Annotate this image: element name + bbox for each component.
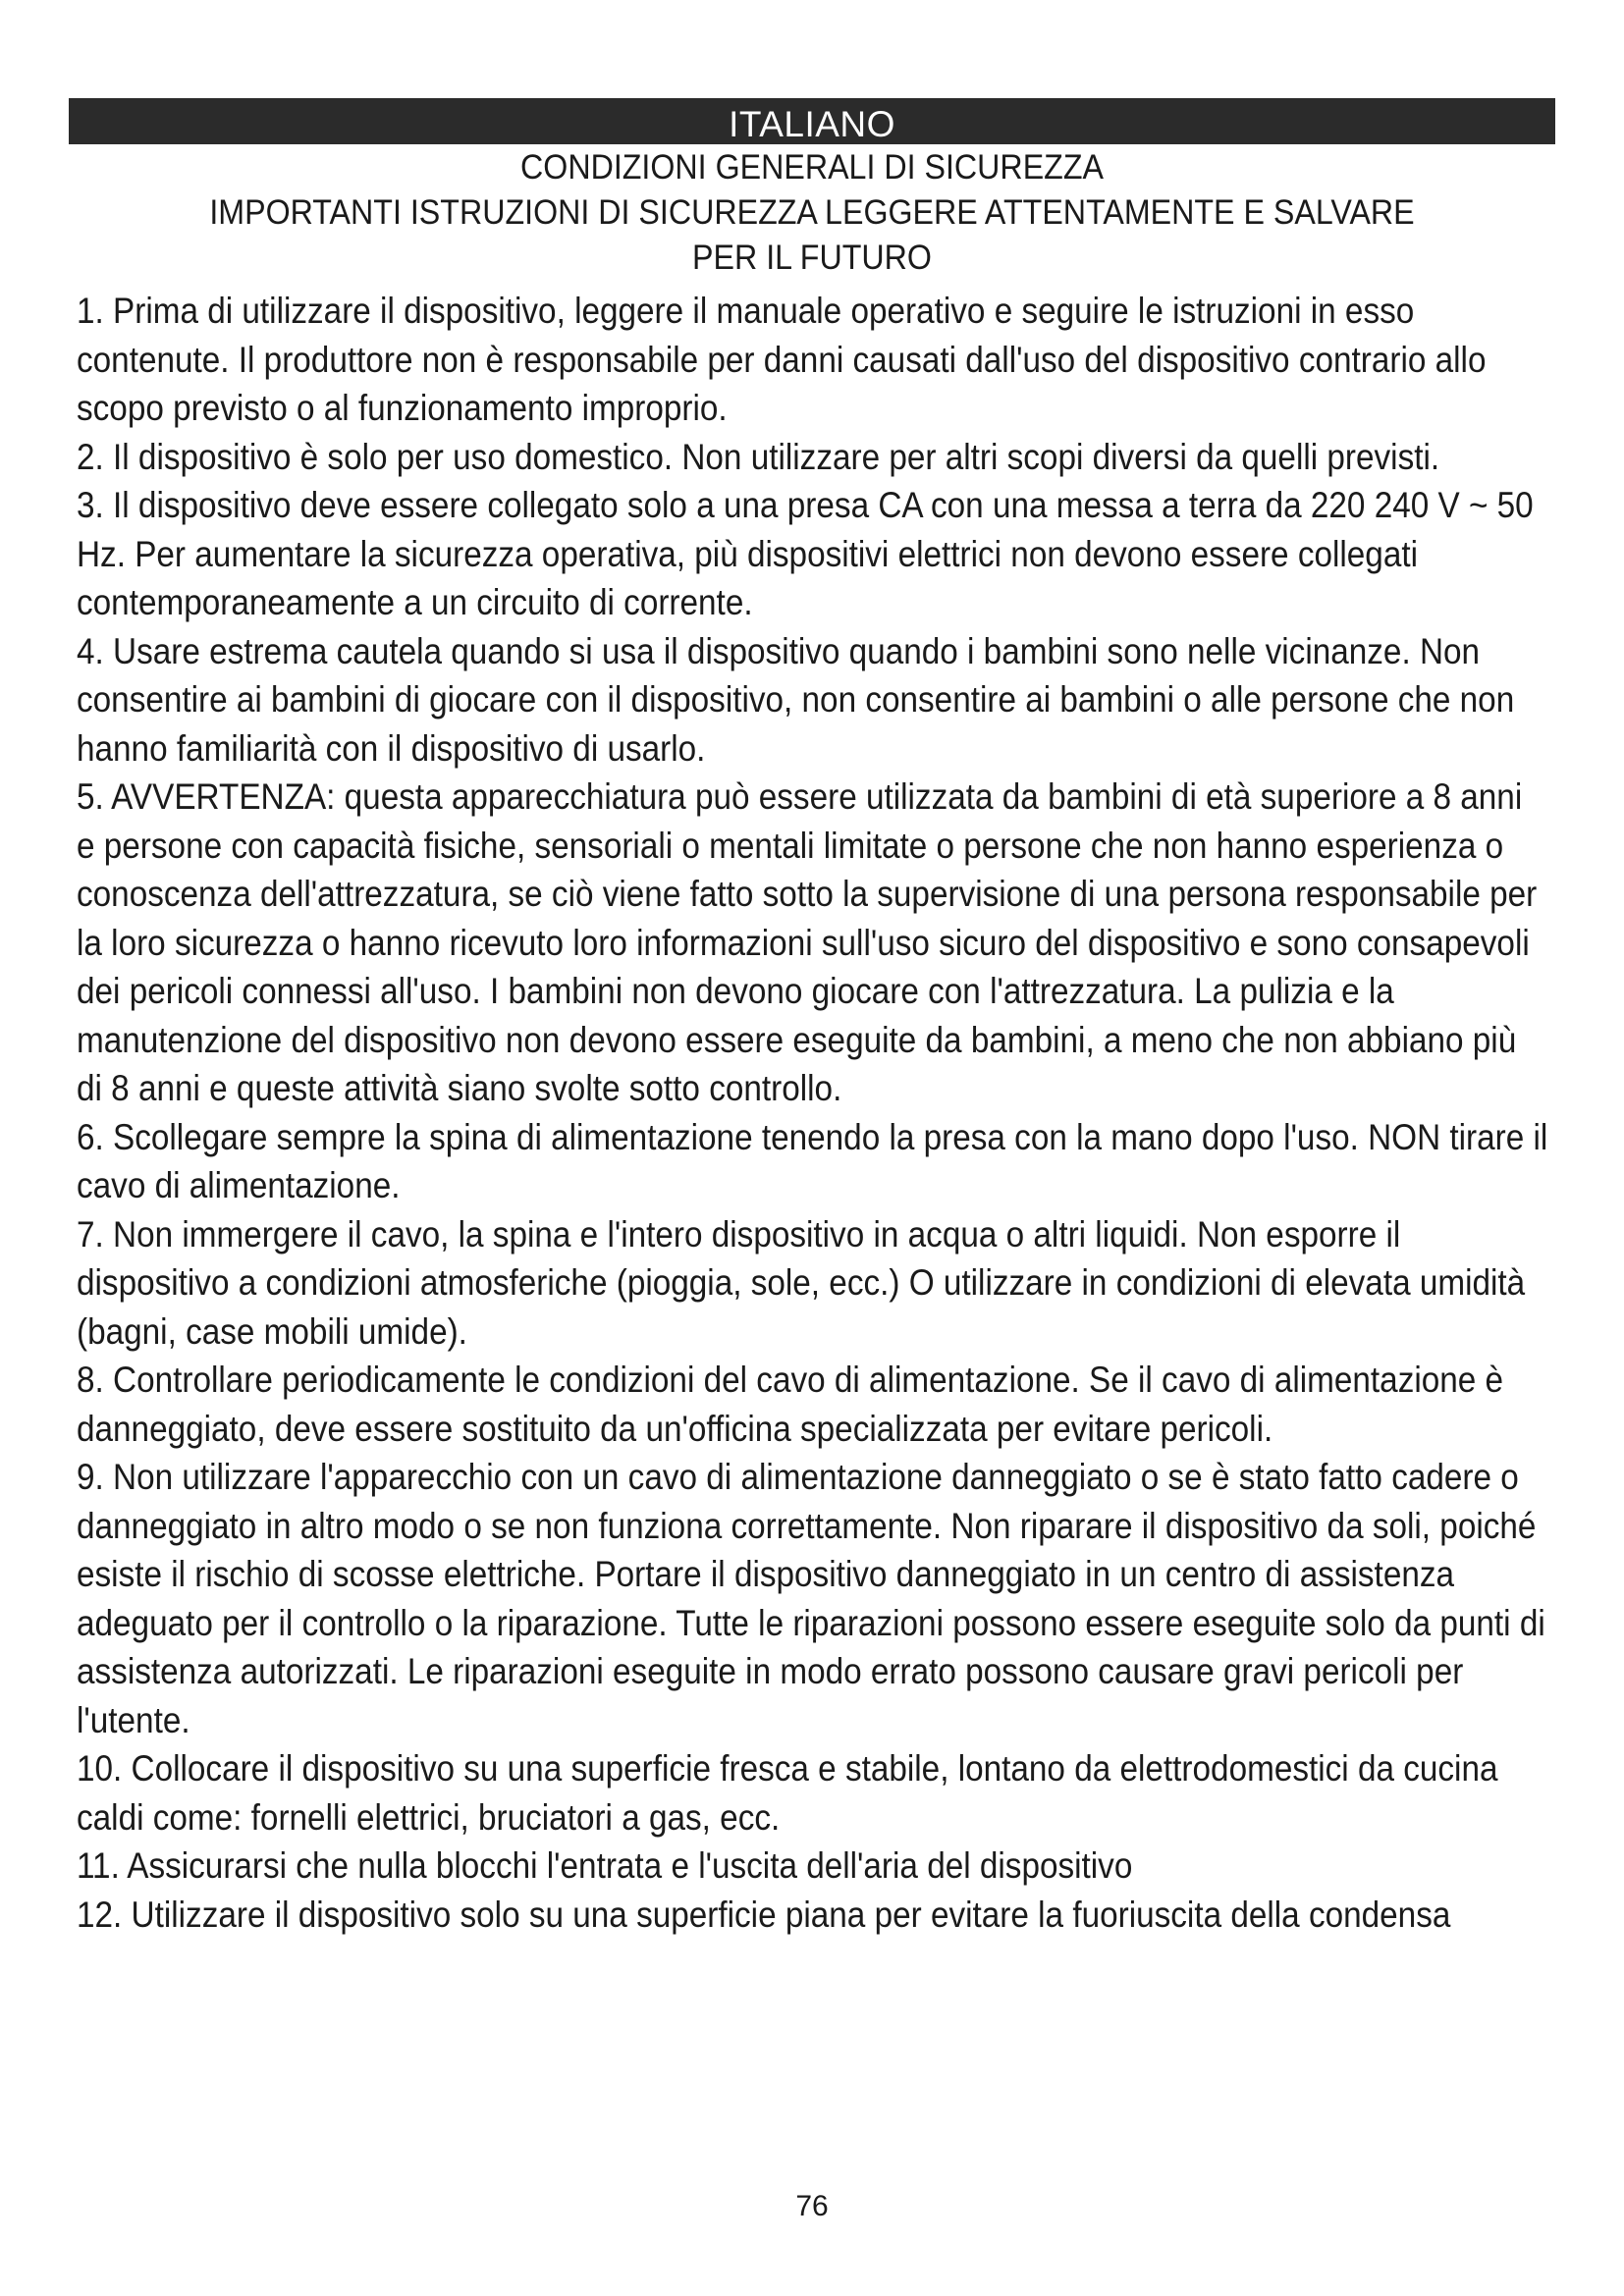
instruction-item-3: 3. Il dispositivo deve essere collegato solo a una presa CA con una messa a terra da 220 240 V ~ 50 Hz. Per aumentare la sicurezza operativa, più dispositivi elettrici non devono essere collegati contemporaneamente a un circuito di corrente. — [77, 485, 1534, 622]
instruction-item-5: 5. AVVERTENZA: questa apparecchiatura può essere utilizzata da bambini di età superiore a 8 anni e persone con capacità fisiche, sensoriali o mentali limitate o persone che non hanno esperienza o conoscenza dell'attrezzatura, se ciò viene fatto sotto la supervisione di una persona responsabile per la loro sicurezza o hanno ricevuto loro informazioni sull'uso sicuro del dispositivo e sono consapevoli dei pericoli connessi all'uso. I bambini non devono giocare con l'attrezzatura. La pulizia e la manutenzione del dispositivo non devono essere eseguite da bambini, a meno che non abbiano più di 8 anni e queste attività siano svolte sotto controllo. — [77, 776, 1538, 1108]
instruction-item-2: 2. Il dispositivo è solo per uso domestico. Non utilizzare per altri scopi diversi da quelli previsti. — [77, 436, 1440, 477]
instruction-item-12: 12. Utilizzare il dispositivo solo su una superficie piana per evitare la fuoriuscita della condensa — [77, 1894, 1451, 1935]
instruction-item-11: 11. Assicurarsi che nulla blocchi l'entrata e l'uscita dell'aria del dispositivo — [77, 1845, 1133, 1886]
instruction-item-7: 7. Non immergere il cavo, la spina e l'intero dispositivo in acqua o altri liquidi. Non esporre il dispositivo a condizioni atmosferiche (pioggia, sole, ecc.) O utilizzare in condizioni di elevata umidità (bagni, case mobili umide). — [77, 1213, 1526, 1352]
instruction-item-8: 8. Controllare periodicamente le condizioni del cavo di alimentazione. Se il cavo di alimentazione è danneggiato, deve essere sostituito da un'officina specializzata per evitare pericoli. — [77, 1360, 1504, 1449]
page-number: 76 — [795, 2190, 829, 2222]
instruction-item-10: 10. Collocare il dispositivo su una superficie fresca e stabile, lontano da elettrodomestici da cucina caldi come: fornelli elettrici, bruciatori a gas, ecc. — [77, 1748, 1498, 1838]
section-subtitle-line-1: IMPORTANTI ISTRUZIONI DI SICUREZZA LEGGERE ATTENTAMENTE E SALVARE — [209, 193, 1415, 232]
instruction-item-1: 1. Prima di utilizzare il dispositivo, leggere il manuale operativo e seguire le istruzioni in esso contenute. Il produttore non è responsabile per danni causati dall'uso del dispositivo contrario allo scopo previsto o al funzionamento improprio. — [77, 291, 1487, 428]
heading-block — [69, 145, 1555, 281]
section-subtitle-line-2: PER IL FUTURO — [692, 239, 932, 277]
safety-instructions-list — [77, 287, 1549, 1939]
instruction-item-6: 6. Scollegare sempre la spina di alimentazione tenendo la presa con la mano dopo l'uso. NON tirare il cavo di alimentazione. — [77, 1116, 1548, 1205]
instruction-item-4: 4. Usare estrema cautela quando si usa il dispositivo quando i bambini sono nelle vicinanze. Non consentire ai bambini di giocare con il dispositivo, non consentire ai bambini o alle persone che non hanno familiarità con il dispositivo di usarlo. — [77, 630, 1515, 769]
section-title: CONDIZIONI GENERALI DI SICUREZZA — [520, 148, 1104, 187]
instruction-item-9: 9. Non utilizzare l'apparecchio con un cavo di alimentazione danneggiato o se è stato fatto cadere o danneggiato in altro modo o se non funziona correttamente. Non riparare il dispositivo da soli, poiché esiste il rischio di scosse elettriche. Portare il dispositivo danneggiato in un centro di assistenza adeguato per il controllo o la riparazione. Tutte le riparazioni possono essere eseguite solo da punti di assistenza autorizzati. Le riparazioni eseguite in modo errato possono causare gravi pericoli per l'utente. — [77, 1457, 1545, 1740]
language-banner: ITALIANO — [69, 98, 1555, 144]
